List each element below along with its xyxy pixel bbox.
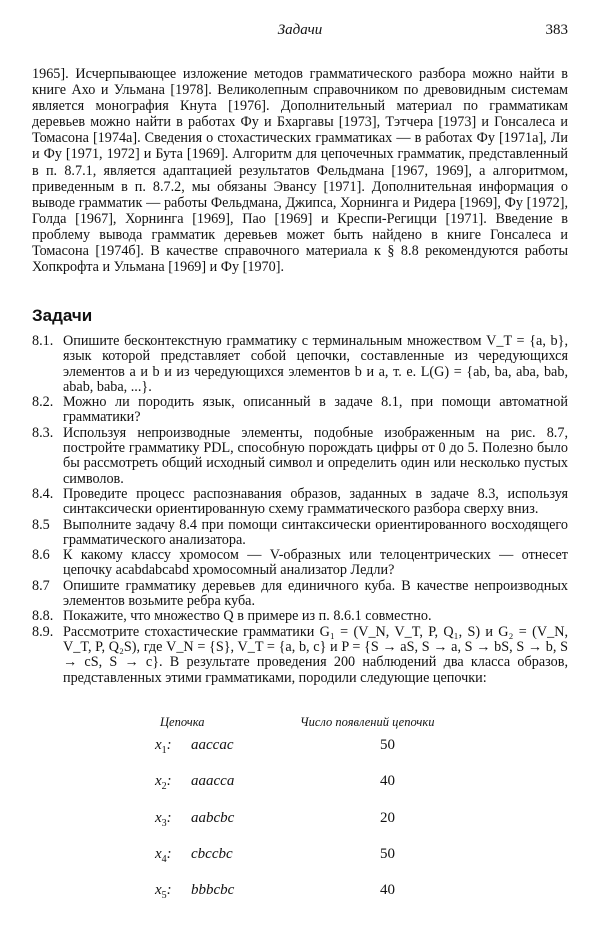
row-chain: aaccac (191, 737, 234, 753)
problem-text: Используя непроизводные элементы, подобные изображенным на рис. 8.7, постройте грамматику PDL, способную порождать цифры от 0 до 5. Полезно было бы рассмотреть общий исходный символ и определить один или несколько пустых символов. (63, 424, 568, 487)
row-label: $x_1$: (155, 737, 172, 756)
problem-item (32, 426, 568, 487)
row-count: 40 (380, 882, 395, 898)
problem-item (32, 609, 568, 624)
table-row (0, 810, 600, 832)
problem-item (32, 487, 568, 518)
row-chain: cbccbc (191, 846, 233, 862)
row-label: $x_3$: (155, 810, 172, 829)
row-chain: aabcbc (191, 810, 235, 826)
problem-text: Выполните задачу 8.4 при помощи синтаксически ориентированного восходящего грамматического анализатора. (63, 516, 568, 548)
row-count: 50 (380, 846, 395, 862)
problem-item (32, 518, 568, 549)
row-count: 20 (380, 810, 395, 826)
page-header (0, 22, 600, 46)
section-heading: Задачи (32, 306, 93, 325)
problem-number: 8.6 (32, 547, 50, 564)
problem-text: Покажите, что множество Q в примере из п. 8.6.1 совместно. (63, 608, 432, 625)
running-title: Задачи (277, 22, 323, 38)
row-count: 40 (380, 773, 395, 789)
page-number: 383 (545, 22, 568, 38)
problem-number: 8.2. (32, 394, 54, 411)
table-header-chain: Цепочка (160, 715, 205, 729)
row-count: 50 (380, 737, 395, 753)
problem-item (32, 395, 568, 426)
row-label: $x_5$: (155, 882, 172, 901)
problem-list (32, 334, 568, 686)
table-row (0, 773, 600, 795)
problem-text: Можно ли породить язык, описанный в задаче 8.1, при помощи автоматной грамматики? (63, 394, 568, 426)
problem-text: Рассмотрите стохастические грамматики G₁ = (V_N, V_T, P, Q₁, S) и G₂ = (V_N, V_T, P, Q₂S), где V_N = {S}, V_T = {a, b, c} и P = {S → aS, S → a, S → bS, S → b, S → cS, S → c}. В результате проведения 200 наблюдений два класса образов, представленных этими грамматиками, породили следующие цепочки: (63, 623, 568, 686)
table-header-count: Число появлений цепочки (300, 715, 435, 729)
problem-text: К какому классу хромосом — V-образных или телоцентрических — отнесет цепочку acabdabcabd хромосомный анализатор Ледли? (63, 547, 568, 579)
problem-number: 8.5 (32, 516, 50, 533)
row-chain: aaacca (191, 773, 235, 789)
table-row (0, 882, 600, 904)
problem-item (32, 625, 568, 686)
row-label: $x_4$: (155, 846, 172, 865)
table-row (0, 737, 600, 759)
intro-paragraph: 1965]. Исчерпывающее изложение методов грамматического разбора можно найти в книге Ахо и Ульмана [1978]. Великолепным справочником по древовидным системам является монография Кнута [1976]. Дополнительный материал по грамматикам деревьев можно найти в работах Фу и Бхаргавы [1973], Тэтчера [1973] и Гонсалеса и Томасона [1974a]. Сведения о стохастических грамматиках — в работах Фу [1971a], Ли и Фу [1971, 1972] и Бута [1969]. Алгоритм для цепочечных грамматик, представленный в п. 8.7.1, является адаптацией результатов Фельдмана [1967, 1969], а алгоритмом, приведенным в п. 8.7.2, мы обязаны Эвансу [1971]. Дополнительная информация о выводе грамматик — работы Фельдмана, Джипса, Хорнинга и Ридера [1969], Фу [1972], Голда [1967], Хорнинга [1969], Пао [1969] и Креспи-Регицци [1971]. Введение в проблему вывода грамматик деревьев может быть найдено в книге Гонсалеса и Томасона [1974б]. В качестве справочного материала к § 8.8 рекомендуются работы Хопкрофта и Ульмана [1969] и Фу [1970]. (32, 66, 568, 276)
problem-number: 8.4. (32, 485, 54, 502)
problem-item (32, 334, 568, 395)
problem-text: Опишите грамматику деревьев для единичного куба. В качестве непроизводных элементов возьмите ребра куба. (63, 577, 568, 610)
problem-item (32, 548, 568, 579)
problem-number: 8.3. (32, 424, 54, 441)
problem-text: Проведите процесс распознавания образов, заданных в задаче 8.3, используя синтаксически ориентированную схему грамматического разбора сверху вниз. (63, 485, 568, 518)
row-label: $x_2$: (155, 773, 172, 792)
problem-text: Опишите бесконтекстную грамматику с терминальным множеством V_T = {a, b}, язык которой представляет собой цепочки, составленные из чередующихся элементов a и b и из чередующихся элементов b и a, т. е. L(G) = {ab, ba, aba, bab, abab, baba, ...}. (63, 333, 568, 395)
problem-item (32, 579, 568, 610)
row-chain: bbbcbc (191, 882, 235, 898)
problem-number: 8.9. (32, 623, 54, 640)
table-row (0, 846, 600, 868)
problem-number: 8.8. (32, 608, 54, 625)
problem-number: 8.7 (32, 577, 50, 594)
problem-number: 8.1. (32, 333, 54, 349)
